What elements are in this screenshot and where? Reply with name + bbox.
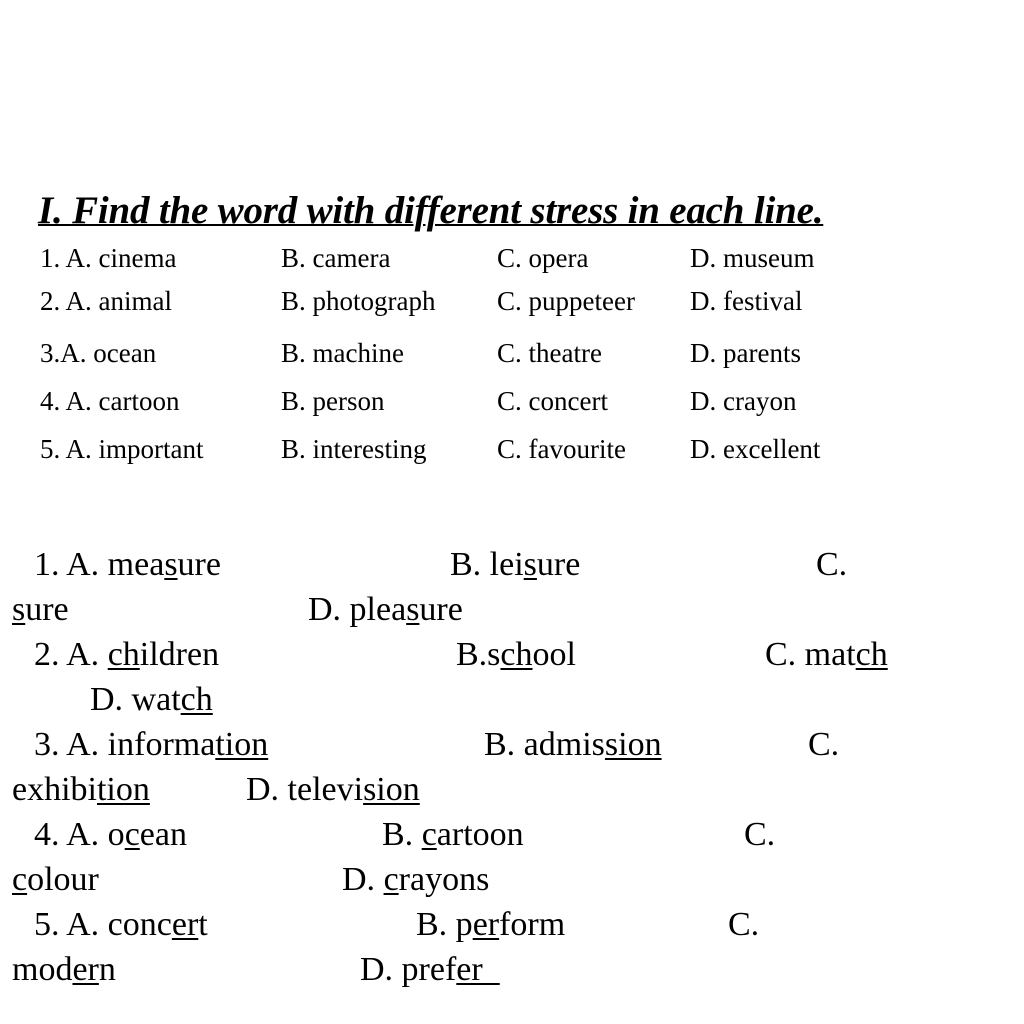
q3-option-a: 3.A. ocean (40, 338, 157, 368)
q2-option-a: 2. A. animal (40, 286, 172, 316)
p4-option-b: B. cartoon (382, 816, 524, 853)
q2-option-b: B. photograph (281, 286, 436, 316)
q3-option-c: C. theatre (497, 338, 602, 368)
p5-option-a: 5. A. concert (34, 906, 208, 943)
q2-option-c: C. puppeteer (497, 286, 635, 316)
p3-option-c-word: exhibition (12, 771, 150, 808)
q4-option-c: C. concert (497, 386, 608, 416)
p5-option-c-label: C. (728, 906, 760, 943)
q3-option-d: D. parents (690, 338, 801, 368)
p4-option-d: D. crayons (342, 861, 490, 898)
q2-option-d: D. festival (690, 286, 803, 316)
q1-option-b: B. camera (281, 243, 391, 273)
q5-option-b: B. interesting (281, 434, 427, 464)
p2-option-c: C. match (765, 636, 888, 673)
p2-option-d: D. watch (90, 681, 213, 718)
p4-option-c-label: C. (744, 816, 776, 853)
p1-option-c-label: C. (816, 546, 848, 583)
q1-option-a: 1. A. cinema (40, 243, 177, 273)
q4-option-a: 4. A. cartoon (40, 386, 180, 416)
p5-option-c-word: modern (12, 951, 116, 988)
q1-option-d: D. museum (690, 243, 815, 273)
q5-option-a: 5. A. important (40, 434, 204, 464)
exercise-heading: I. Find the word with different stress in each line. (38, 189, 824, 232)
p1-option-c-word: sure (12, 591, 69, 628)
p4-option-a: 4. A. ocean (34, 816, 187, 853)
p3-option-b: B. admission (484, 726, 662, 763)
q4-option-b: B. person (281, 386, 385, 416)
p1-option-b: B. leisure (450, 546, 581, 583)
q3-option-b: B. machine (281, 338, 404, 368)
p5-option-d: D. prefer (360, 951, 500, 988)
p3-option-d: D. television (246, 771, 420, 808)
q1-option-c: C. opera (497, 243, 589, 273)
q5-option-d: D. excellent (690, 434, 821, 464)
p1-option-a: 1. A. measure (34, 546, 221, 583)
p1-option-d: D. pleasure (308, 591, 463, 628)
q5-option-c: C. favourite (497, 434, 626, 464)
p5-option-b: B. perform (416, 906, 566, 943)
p2-option-a: 2. A. children (34, 636, 220, 673)
q4-option-d: D. crayon (690, 386, 797, 416)
p3-option-a: 3. A. information (34, 726, 269, 763)
p3-option-c-label: C. (808, 726, 840, 763)
p4-option-c-word: colour (12, 861, 99, 898)
p2-option-b: B.school (456, 636, 576, 673)
